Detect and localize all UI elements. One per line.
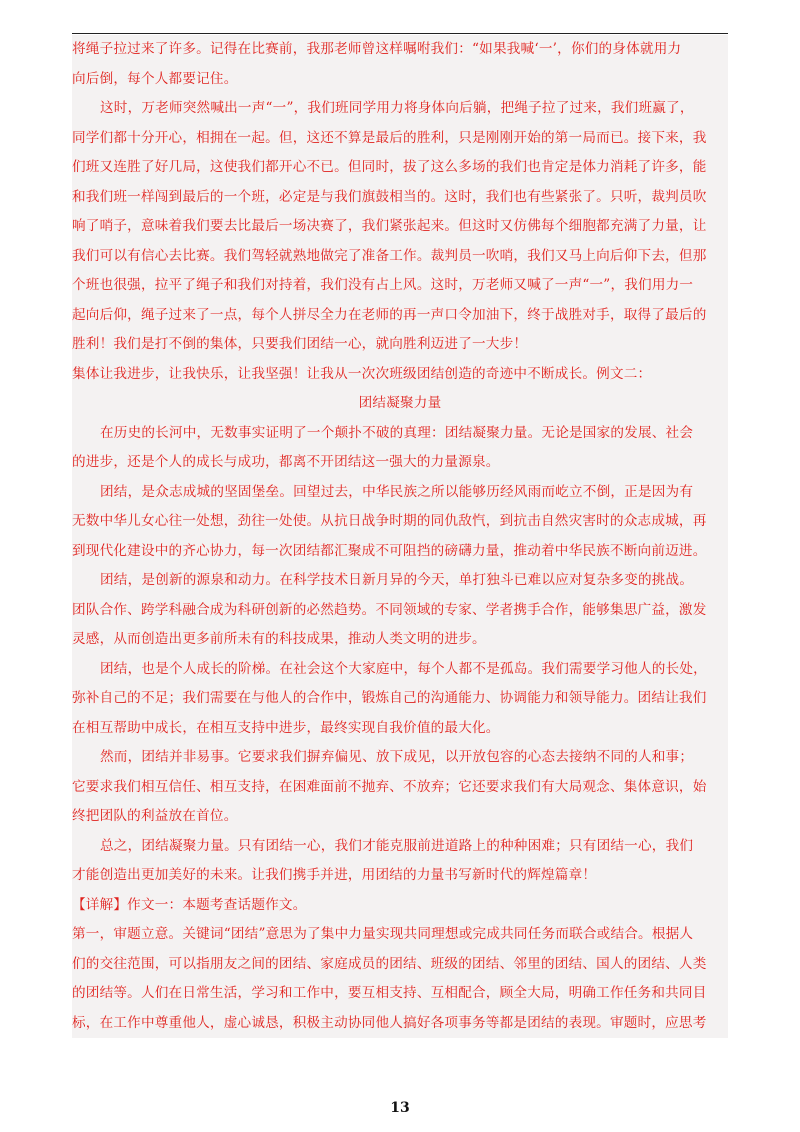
text-line: 我们可以有信心去比赛。我们驾轻就熟地做完了准备工作。裁判员一吹哨，我们又马上向后仰下去，但那 xyxy=(72,247,707,264)
text-line: 个班也很强，拉平了绳子和我们对持着，我们没有占上风。这时，万老师又喊了一声“一”，我们用力一 xyxy=(72,277,694,293)
text-line: 灵感，从而创造出更多前所未有的科技成果，推动人类文明的进步。 xyxy=(72,631,486,647)
text-line: 团队合作、跨学科融合成为科研创新的必然趋势。不同领域的专家、学者携手合作，能够集思广益，激发 xyxy=(72,601,707,618)
text-line: 和我们班一样闯到最后的一个班，必定是与我们旗鼓相当的。这时，我们也有些紧张了。只听，裁判员吹 xyxy=(72,188,707,205)
text-line: 向后倒，每个人都要记住。 xyxy=(72,70,238,87)
text-line: 同学们都十分开心，相拥在一起。但，这还不算是最后的胜利，只是刚刚开始的第一局而已。接下来，我 xyxy=(72,129,707,146)
essay-title: 团结凝聚力量 xyxy=(358,395,442,411)
text-line: 它要求我们相互信任、相互支持，在困难面前不抛弃、不放弃；它还要求我们有大局观念、集体意识，始 xyxy=(72,778,707,795)
explanation-heading: 【详解】作文一：本题考查话题作文。 xyxy=(72,896,307,913)
header-rule xyxy=(72,33,728,34)
document-body xyxy=(72,35,728,1038)
text-line: 总之，团结凝聚力量。只有团结一心，我们才能克服前进道路上的种种困难；只有团结一心，我们 xyxy=(100,837,694,854)
text-line: 弥补自己的不足；我们需要在与他人的合作中，锻炼自己的沟通能力、协调能力和领导能力。团结让我们 xyxy=(72,690,707,706)
text-line: 第一，审题立意。关键词“团结”意思为了集中力量实现共同理想或完成共同任务而联合或结合。根据人 xyxy=(72,926,694,942)
text-line: 的团结等。人们在日常生活，学习和工作中，要互相支持、互相配合，顾全大局，明确工作任务和共同目 xyxy=(72,985,707,1001)
text-line: 团结，是众志成城的坚固堡垒。回望过去，中华民族之所以能够历经风雨而屹立不倒，正是因为有 xyxy=(100,483,694,500)
text-line: 们的交往范围，可以指朋友之间的团结、家庭成员的团结、班级的团结、邻里的团结、国人的团结、人类 xyxy=(72,955,707,972)
text-line: 的进步，还是个人的成长与成功，都离不开团结这一强大的力量源泉。 xyxy=(72,454,500,470)
text-line: 团结，也是个人成长的阶梯。在社会这个大家庭中，每个人都不是孤岛。我们需要学习他人的长处， xyxy=(100,660,707,677)
page-number: 13 xyxy=(390,1100,410,1116)
text-line: 这时，万老师突然喊出一声“一”，我们班同学用力将身体向后躺，把绳子拉了过来，我们班赢了， xyxy=(100,100,694,116)
text-line: 才能创造出更加美好的未来。让我们携手并进，用团结的力量书写新时代的辉煌篇章！ xyxy=(72,867,597,883)
text-line: 起向后仰，绳子过来了一点，每个人拼尽全力在老师的再一声口令加油下，终于战胜对手，取得了最后的 xyxy=(72,306,707,323)
text-line: 终把团队的利益放在首位。 xyxy=(72,808,238,824)
text-line: 标，在工作中尊重他人，虚心诚恳，积极主动协同他人搞好各项事务等都是团结的表现。审题时，应思考 xyxy=(72,1014,707,1031)
text-line: 集体让我进步，让我快乐，让我坚强！让我从一次次班级团结创造的奇迹中不断成长。例文二： xyxy=(72,365,652,382)
text-line: 团结，是创新的源泉和动力。在科学技术日新月异的今天，单打独斗已难以应对复杂多变的挑战。 xyxy=(100,572,694,588)
text-line: 然而，团结并非易事。它要求我们摒弃偏见、放下成见，以开放包容的心态去接纳不同的人和事； xyxy=(100,749,694,765)
text-line: 响了哨子，意味着我们要去比最后一场决赛了，我们紧张起来。但这时又仿佛每个细胞都充满了力量，让 xyxy=(72,218,707,234)
text-line: 无数中华儿女心往一处想，劲往一处使。从抗日战争时期的同仇敌忾，到抗击自然灾害时的众志成城，再 xyxy=(72,513,707,529)
text-line: 将绳子拉过来了许多。记得在比赛前，我那老师曾这样嘱咐我们：“如果我喊‘一’，你们的身体就用力 xyxy=(72,41,682,57)
text-line: 在历史的长河中，无数事实证明了一个颠扑不破的真理：团结凝聚力量。无论是国家的发展、社会 xyxy=(100,424,694,441)
text-line: 在相互帮助中成长，在相互支持中进步，最终实现自我价值的最大化。 xyxy=(72,719,500,736)
text-line: 到现代化建设中的齐心协力，每一次团结都汇聚成不可阻挡的磅礴力量，推动着中华民族不断向前迈进。 xyxy=(72,542,707,559)
text-line: 们班又连胜了好几局，这使我们都开心不已。但同时，拔了这么多场的我们也肯定是体力消耗了许多，能 xyxy=(72,159,707,175)
text-line: 胜利！我们是打不倒的集体，只要我们团结一心，就向胜利迈进了一大步！ xyxy=(72,336,528,352)
